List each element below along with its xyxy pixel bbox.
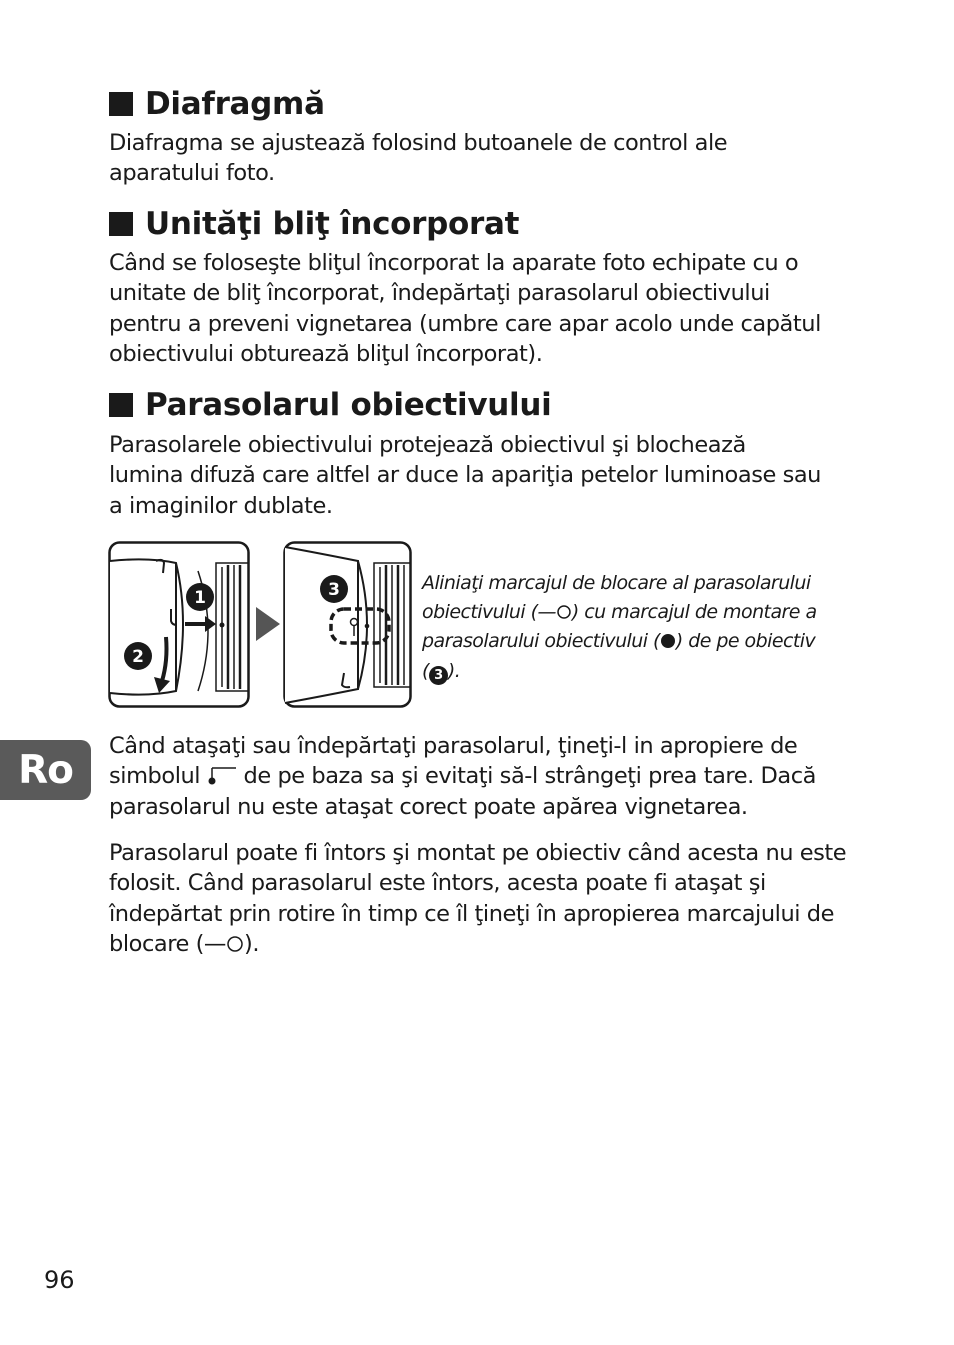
square-bullet-icon <box>109 393 133 417</box>
text-line: folosit. Când parasolarul este întors, acesta poate fi ataşat şi <box>109 870 766 897</box>
text-line: îndepărtat prin rotire în timp ce îl ţineţi în apropierea marcajului de <box>109 900 834 927</box>
caption-text: obiectivului (— <box>422 601 556 624</box>
paragraph-reverse <box>109 838 849 959</box>
text-segment: ). <box>244 930 260 957</box>
text-line: unitate de bliţ încorporat, îndepărtaţi parasolarul obiectivului <box>109 280 770 307</box>
step-3-label: 3 <box>328 580 340 600</box>
text-segment: simbolul <box>109 763 201 790</box>
caption-line <box>422 627 847 656</box>
page-number: 96 <box>44 1266 75 1294</box>
text-line: Diafragma se ajustează folosind butoanele de control ale <box>109 130 728 156</box>
panel-attach <box>110 543 249 707</box>
figure-caption <box>422 569 847 686</box>
panel-aligned <box>285 543 411 707</box>
text-line: a imaginilor dublate. <box>109 492 333 519</box>
text-line: parasolarul nu este ataşat corect poate apărea vignetarea. <box>109 793 748 820</box>
text-line: Când ataşaţi sau îndepărtaţi parasolarul, ţineţi-l in apropiere de <box>109 733 798 759</box>
text-line: pentru a preveni vignetarea (umbre care apar acolo unde capătul <box>109 310 821 337</box>
heading-text: Parasolarul obiectivului <box>145 387 552 423</box>
lens-hood-illustration <box>108 541 413 709</box>
text-line: Parasolarul poate fi întors şi montat pe obiectiv când acesta nu este <box>109 840 847 866</box>
caption-text: parasolarului obiectivului ( <box>422 630 660 653</box>
hood-base-symbol-icon <box>207 764 237 786</box>
text-line: lumina difuză care altfel ar duce la apariţia petelor luminoase sau <box>109 462 821 489</box>
step-3-badge-icon: 3 <box>429 666 448 685</box>
lock-mark-circle-icon <box>556 604 572 620</box>
heading-diafragma <box>109 86 325 122</box>
caption-text: ). <box>447 659 461 682</box>
text-segment: blocare (— <box>109 930 226 957</box>
lock-mark-circle-icon <box>226 935 244 953</box>
text-segment: de pe baza sa şi evitaţi să-l strângeţi prea tare. Dacă <box>243 763 817 790</box>
caption-text: ) cu marcajul de montare a <box>571 601 817 624</box>
caption-text: Aliniaţi marcajul de blocare al parasolarului <box>422 572 811 594</box>
heading-text: Diafragmă <box>145 86 325 122</box>
text-line: obiectivului obturează bliţul încorporat). <box>109 340 543 367</box>
text-line <box>109 929 849 959</box>
caption-line <box>422 569 847 598</box>
step-1-label: 1 <box>194 588 206 608</box>
text-line: aparatului foto. <box>109 160 275 187</box>
step-2-label: 2 <box>132 647 144 667</box>
language-tab: Ro <box>0 740 91 800</box>
caption-text: ( <box>422 659 429 682</box>
heading-blit-incorporat <box>109 206 519 242</box>
heading-parasolar <box>109 387 551 423</box>
heading-text: Unităţi bliţ încorporat <box>145 206 520 242</box>
text-line <box>109 761 849 791</box>
text-line: Când se foloseşte bliţul încorporat la aparate foto echipate cu o <box>109 250 799 276</box>
paragraph-attach <box>109 731 849 822</box>
next-step-arrow-icon <box>256 607 280 641</box>
square-bullet-icon <box>109 92 133 116</box>
paragraph-blit <box>109 248 849 369</box>
text-line: Parasolarele obiectivului protejează obiectivul şi blochează <box>109 432 746 458</box>
caption-line <box>422 598 847 627</box>
paragraph-diafragma <box>109 128 849 189</box>
mount-mark-dot-icon <box>661 634 675 648</box>
caption-text: ) de pe obiectiv <box>675 630 816 653</box>
square-bullet-icon <box>109 212 133 236</box>
caption-line <box>422 657 847 686</box>
paragraph-parasolar <box>109 430 849 521</box>
